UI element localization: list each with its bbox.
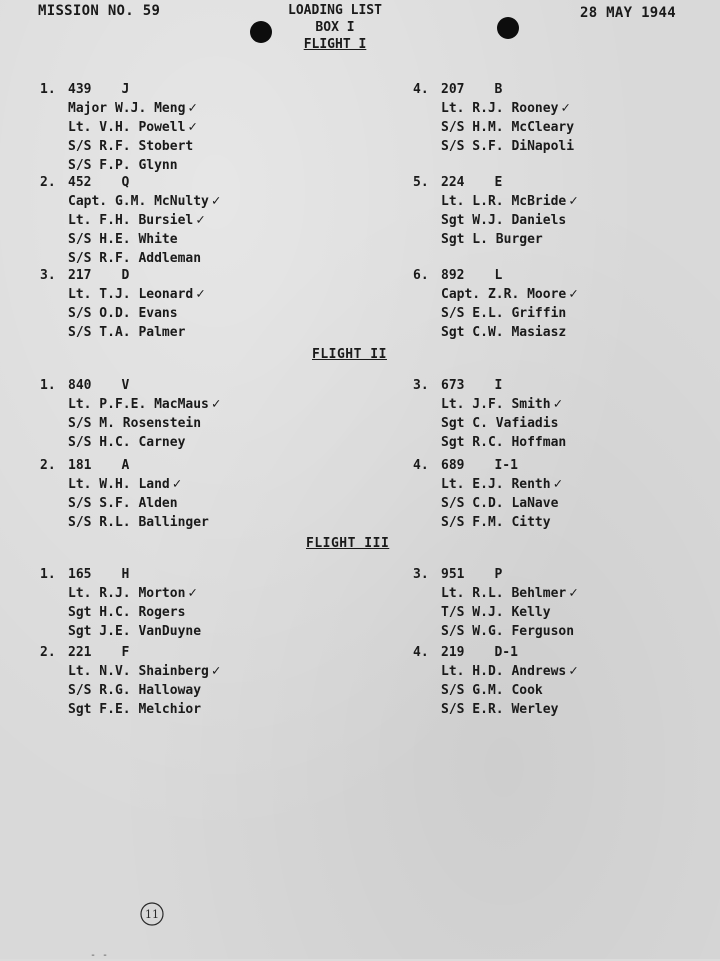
aircraft-letter: Q	[121, 175, 130, 190]
box-label: BOX I	[315, 20, 355, 35]
aircraft-number: 207	[441, 82, 465, 97]
aircraft-number: 951	[441, 567, 465, 582]
margin-mark: - -	[90, 950, 109, 961]
crew-member: S/S H.C. Carney	[68, 435, 186, 450]
check-mark-icon: ✓	[561, 100, 570, 116]
aircraft-letter: H	[121, 567, 130, 582]
check-mark-icon: ✓	[211, 396, 221, 412]
crew-member: S/S O.D. Evans	[68, 306, 178, 321]
aircraft-letter: V	[121, 378, 130, 393]
crew-member: S/S F.M. Citty	[441, 515, 551, 530]
check-mark-icon: ✓	[196, 212, 205, 228]
crew-member: Lt. L.R. McBride	[441, 194, 567, 209]
entry-number: 2.	[40, 458, 56, 473]
entry-number: 3.	[413, 567, 429, 582]
crew-member: Sgt C. Vafiadis	[441, 416, 559, 431]
handwritten-page-number	[138, 900, 166, 928]
entry-number: 3.	[413, 378, 429, 393]
entry-number: 4.	[413, 645, 429, 660]
flight-2-title: FLIGHT II	[312, 347, 387, 362]
entry-number: 1.	[40, 567, 56, 582]
check-mark-icon: ✓	[553, 396, 563, 412]
crew-member: Capt. Z.R. Moore	[441, 287, 567, 302]
aircraft-number: 217	[68, 268, 92, 283]
check-mark-icon: ✓	[553, 476, 563, 492]
flight-3-title: FLIGHT III	[306, 536, 390, 551]
aircraft-letter: D	[121, 268, 130, 283]
check-mark-icon: ✓	[188, 100, 197, 116]
crew-member: Lt. E.J. Renth	[441, 477, 551, 492]
check-mark-icon: ✓	[188, 585, 197, 601]
crew-member: S/S E.L. Griffin	[441, 306, 567, 321]
crew-member: Lt. J.F. Smith	[441, 397, 551, 412]
crew-member: S/S H.E. White	[68, 232, 178, 247]
check-mark-icon: ✓	[569, 585, 578, 601]
aircraft-letter: F	[121, 645, 130, 660]
crew-member: Lt. V.H. Powell	[68, 120, 186, 135]
aircraft-letter: J	[121, 82, 130, 97]
crew-member: S/S T.A. Palmer	[68, 325, 186, 340]
crew-member: Sgt W.J. Daniels	[441, 213, 567, 228]
crew-member: Sgt R.C. Hoffman	[441, 435, 567, 450]
crew-member: Lt. N.V. Shainberg	[68, 664, 209, 679]
entry-number: 4.	[413, 458, 429, 473]
flight-label: FLIGHT I	[303, 37, 367, 52]
crew-member: S/S R.L. Ballinger	[68, 515, 209, 530]
document-heading	[270, 2, 400, 53]
crew-member: S/S S.F. Alden	[68, 496, 178, 511]
aircraft-letter: A	[121, 458, 130, 473]
crew-member: Lt. R.J. Morton	[68, 586, 186, 601]
crew-member: Lt. R.L. Behlmer	[441, 586, 567, 601]
check-mark-icon: ✓	[211, 193, 221, 209]
crew-member: Sgt L. Burger	[441, 232, 543, 247]
page-number-text: 11	[145, 908, 159, 921]
aircraft-letter: I	[494, 378, 503, 393]
entry-number: 3.	[40, 268, 56, 283]
entry-number: 6.	[413, 268, 429, 283]
aircraft-number: 221	[68, 645, 92, 660]
crew-member: Lt. W.H. Land	[68, 477, 170, 492]
aircraft-letter: D-1	[494, 645, 518, 660]
entry-number: 1.	[40, 82, 56, 97]
check-mark-icon: ✓	[196, 286, 205, 302]
check-mark-icon: ✓	[172, 476, 182, 492]
mission-number: MISSION NO. 59	[38, 3, 161, 19]
loading-list-title: LOADING LIST	[288, 3, 382, 18]
crew-member: Lt. F.H. Bursiel	[68, 213, 194, 228]
crew-member: Sgt J.E. VanDuyne	[68, 624, 202, 639]
crew-member: Major W.J. Meng	[68, 101, 186, 116]
aircraft-letter: B	[494, 82, 503, 97]
aircraft-letter: P	[494, 567, 503, 582]
document-date: 28 MAY 1944	[579, 5, 676, 21]
crew-member: Lt. R.J. Rooney	[441, 101, 559, 116]
crew-member: S/S H.M. McCleary	[441, 120, 575, 135]
crew-member: Lt. P.F.E. MacMaus	[68, 397, 209, 412]
entry-number: 2.	[40, 645, 56, 660]
entry-number: 5.	[413, 175, 429, 190]
crew-member: S/S E.R. Werley	[441, 702, 559, 717]
aircraft-letter: I-1	[494, 458, 518, 473]
aircraft-number: 165	[68, 567, 92, 582]
crew-member: S/S G.M. Cook	[441, 683, 543, 698]
crew-member: Sgt F.E. Melchior	[68, 702, 202, 717]
aircraft-number: 689	[441, 458, 465, 473]
crew-member: S/S R.F. Addleman	[68, 251, 202, 266]
crew-member: Capt. G.M. McNulty	[68, 194, 209, 209]
crew-member: T/S W.J. Kelly	[441, 605, 551, 620]
check-mark-icon: ✓	[569, 286, 578, 302]
aircraft-letter: L	[494, 268, 503, 283]
aircraft-number: 840	[68, 378, 92, 393]
crew-member: S/S F.P. Glynn	[68, 158, 178, 173]
aircraft-number: 219	[441, 645, 465, 660]
check-mark-icon: ✓	[569, 193, 578, 209]
aircraft-number: 439	[68, 82, 92, 97]
crew-member: S/S M. Rosenstein	[68, 416, 202, 431]
aircraft-number: 673	[441, 378, 465, 393]
entry-number: 4.	[413, 82, 429, 97]
crew-member: Sgt H.C. Rogers	[68, 605, 186, 620]
aircraft-number: 892	[441, 268, 465, 283]
check-mark-icon: ✓	[569, 663, 578, 679]
crew-member: S/S S.F. DiNapoli	[441, 139, 575, 154]
crew-member: Sgt C.W. Masiasz	[441, 325, 567, 340]
crew-member: S/S C.D. LaNave	[441, 496, 559, 511]
check-mark-icon: ✓	[211, 663, 221, 679]
entry-number: 2.	[40, 175, 56, 190]
aircraft-number: 181	[68, 458, 92, 473]
check-mark-icon: ✓	[188, 119, 197, 135]
crew-member: Lt. T.J. Leonard	[68, 287, 194, 302]
crew-member: Lt. H.D. Andrews	[441, 664, 567, 679]
aircraft-number: 452	[68, 175, 92, 190]
crew-member: S/S W.G. Ferguson	[441, 624, 575, 639]
punch-hole-right	[497, 17, 519, 39]
punch-hole-left	[250, 21, 272, 43]
crew-member: S/S R.F. Stobert	[68, 139, 194, 154]
crew-member: S/S R.G. Halloway	[68, 683, 202, 698]
aircraft-number: 224	[441, 175, 465, 190]
aircraft-letter: E	[494, 175, 503, 190]
entry-number: 1.	[40, 378, 56, 393]
